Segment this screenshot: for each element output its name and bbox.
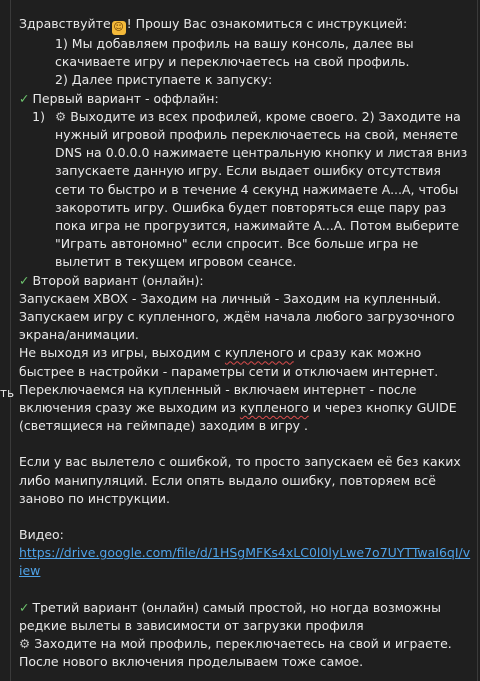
greeting-line [19, 15, 471, 35]
line-4-part-a: Переключаемся на купленный - включаем интернет - после включения сразу же выходим из [19, 381, 417, 416]
variant-2-line-3 [19, 344, 471, 380]
variant-2-title-text: Второй вариант (онлайн): [32, 272, 204, 288]
gear-icon: ⚙ [19, 636, 31, 652]
waving-person-emoji-icon: ☺ [113, 22, 124, 33]
video-label: Видео: [19, 527, 64, 543]
variant-2-line-1: Запускаем XBOX - Заходим на личный - Заходим на купленный. [19, 290, 442, 306]
gear-icon: ⚙ [55, 108, 67, 124]
spacer [19, 435, 471, 453]
variant-2-line-4 [19, 381, 471, 436]
variant-2-title [19, 272, 471, 290]
variant-1-text: Выходите из всех профилей, кроме своего. 2) Заходите на нужный игровой профиль переключаетесь на свой, меняете DNS на 0.0.0.0 нажимаете центральную кнопку и листая вниз запускаете данную игру. Если выдает ошибку отсутствия сети то быстро и в течение 4 секунд нажимаете A...A, чтобы закоротить игру. Ошибка будет повторяться еще пару раз пока игра не прогрузится, нажимайте A...A. Потом выберите "Играть автономно" если спросит. Все больше игра не вылетит в текущем игровом сеансе. [55, 108, 468, 270]
error-note: Если у вас вылетело с ошибкой, то просто запускаем её без каких либо манипуляций. Если опять выдало ошибку, повторяем всё заново по инструкции. [19, 454, 461, 506]
video-link-line [19, 544, 471, 580]
variant-3-title [19, 599, 471, 635]
check-icon: ✓ [19, 90, 30, 106]
check-icon: ✓ [19, 272, 30, 288]
variant-1-title [19, 90, 471, 108]
instruction-message[interactable] [19, 15, 471, 672]
variant-3-title-text: Третий вариант (онлайн) самый простой, но ногда возможны редкие вылеты в зависимости от загрузки профиля [19, 599, 441, 633]
intro-step-2: 2) Далее приступаете к запуску: [55, 72, 273, 88]
line-4-part-b: и через кнопку GUIDE (светящиеся на геймпаде) заходим в игру . [19, 400, 457, 434]
spacer [19, 508, 471, 526]
variant-1-number: 1) [32, 108, 45, 124]
intro-step-1: 1) Мы добавляем профиль на вашу консоль, далее вы скачиваете игру и переключаетесь на свой профиль. [55, 36, 414, 70]
spacer [19, 581, 471, 599]
variant-1-step [19, 108, 471, 272]
variant-3-text: Заходите на мой профиль, переключаетесь на свой и играете. После нового включения проделываем тоже самое. [19, 636, 452, 670]
truncated-left-column-text: ть [0, 386, 15, 400]
variant-1-body [55, 108, 471, 272]
video-link[interactable]: https://drive.google.com/file/d/1HSgMFKs4xLC0l0lyLwe7o7UYTTwaI6qI/view [19, 545, 471, 579]
line-3-part-a: Не выходя из игры, выходим с [19, 345, 225, 361]
variant-1-title-text: Первый вариант - оффлайн: [32, 90, 219, 106]
greeting-start: Здравствуйте [19, 16, 111, 31]
misspelled-word: купленого [239, 400, 309, 416]
misspelled-word: купленого [224, 345, 294, 361]
variant-3-line [19, 635, 471, 671]
greeting-end: ! Прошу Вас ознакомиться с инструкцией: [126, 16, 408, 31]
variant-2-line-2: Запускаем игру с купленного, ждём начала любого загрузочного экрана/анимации. [19, 309, 455, 343]
check-icon: ✓ [19, 599, 30, 615]
line-3-part-b: и сразу как можно быстрее в настройки - параметры сети и отключаем интернет. [19, 345, 439, 379]
